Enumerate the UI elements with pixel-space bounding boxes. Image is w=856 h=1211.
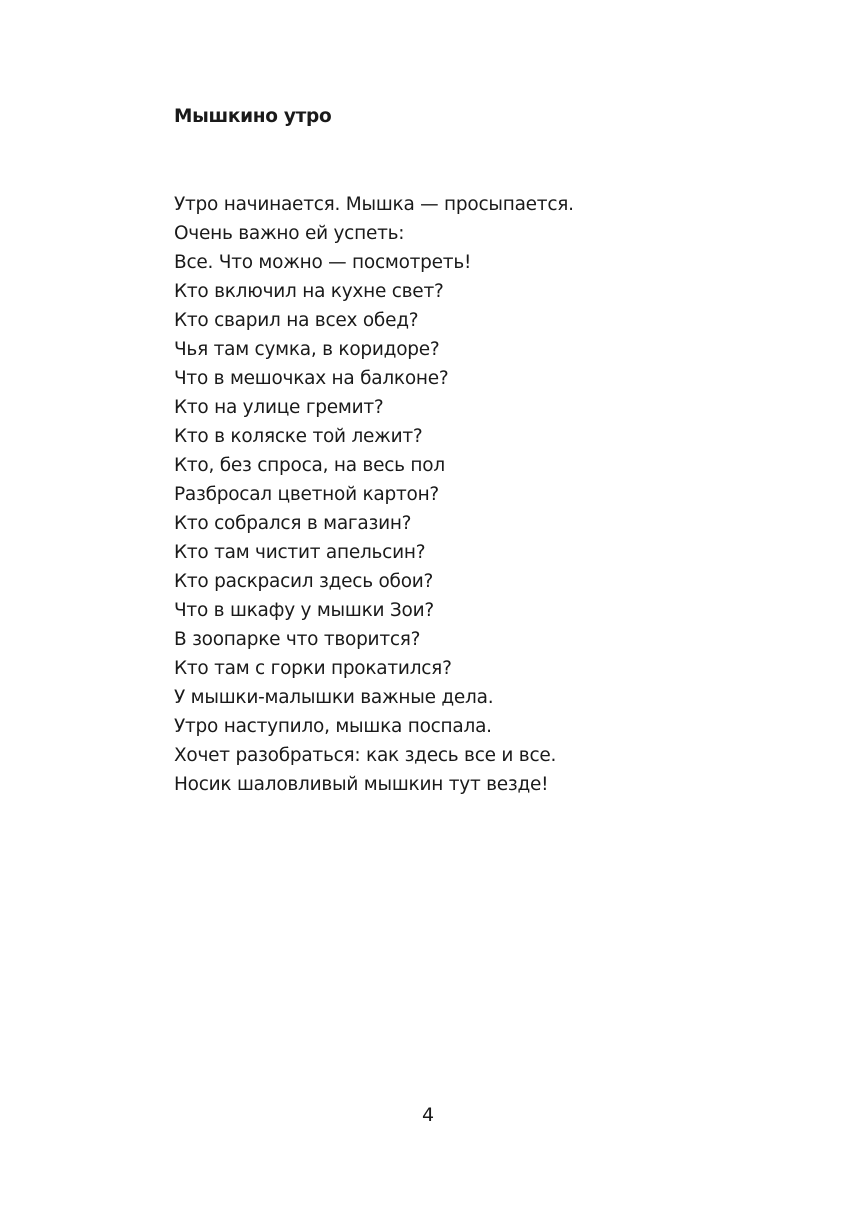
- poem-line: Кто раскрасил здесь обои?: [174, 571, 434, 592]
- poem-line: Чья там сумка, в коридоре?: [174, 339, 440, 360]
- poem-line: Кто на улице гремит?: [174, 397, 384, 418]
- poem-line: Кто, без спроса, на весь пол: [174, 455, 445, 476]
- poem-line: Хочет разобраться: как здесь все и все.: [174, 745, 557, 766]
- poem-line: Утро начинается. Мышка — просыпается.: [174, 194, 574, 215]
- poem-line: Что в мешочках на балконе?: [174, 368, 449, 389]
- poem-line: Кто там с горки прокатился?: [174, 658, 452, 679]
- poem-line: Кто сварил на всех обед?: [174, 310, 419, 331]
- poem-line: Носик шаловливый мышкин тут везде!: [174, 774, 549, 795]
- poem-line: У мышки-малышки важные дела.: [174, 687, 494, 708]
- poem-body: [174, 190, 734, 799]
- poem-line: Кто включил на кухне свет?: [174, 281, 444, 302]
- poem-title: Мышкино утро: [174, 106, 332, 127]
- poem-line: Все. Что можно — посмотреть!: [174, 252, 472, 273]
- poem-line: Что в шкафу у мышки Зои?: [174, 600, 434, 621]
- poem-line: Разбросал цветной картон?: [174, 484, 439, 505]
- page-number: 4: [421, 1104, 435, 1126]
- poem-line: Очень важно ей успеть:: [174, 223, 405, 244]
- poem-line: В зоопарке что творится?: [174, 629, 421, 650]
- poem-line: Кто там чистит апельсин?: [174, 542, 426, 563]
- poem-line: Утро наступило, мышка поспала.: [174, 716, 492, 737]
- poem-line: Кто в коляске той лежит?: [174, 426, 423, 447]
- poem-line: Кто собрался в магазин?: [174, 513, 412, 534]
